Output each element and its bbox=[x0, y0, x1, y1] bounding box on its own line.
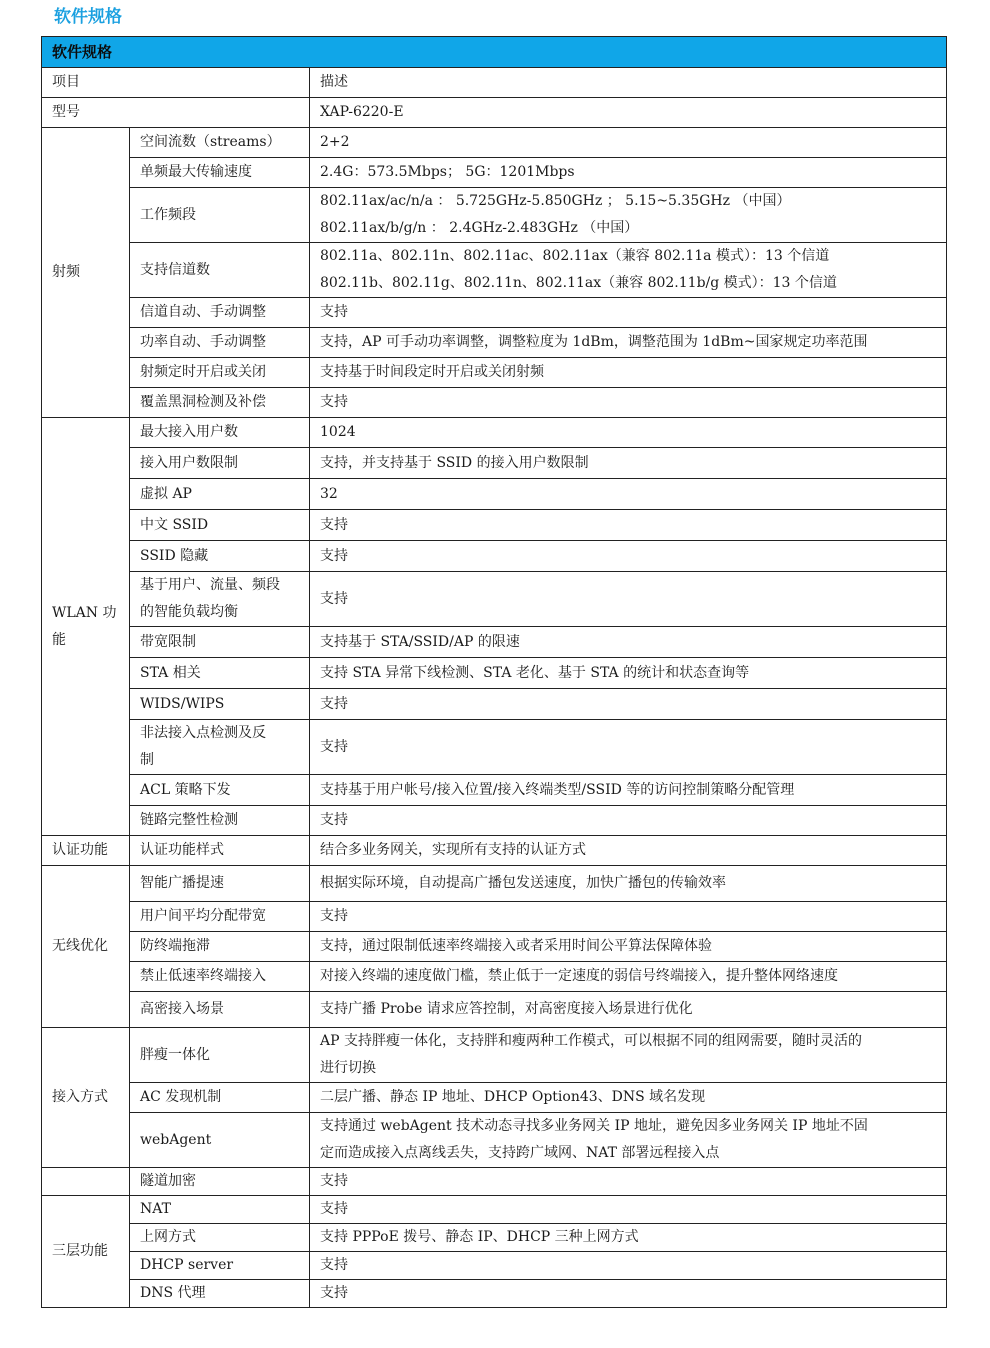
spec-table-body bbox=[42, 37, 947, 1308]
table-row bbox=[42, 1113, 947, 1168]
table-row bbox=[42, 510, 947, 541]
table-row bbox=[42, 1252, 947, 1280]
table-row bbox=[42, 720, 947, 775]
item-cell: WIDS/WIPS bbox=[130, 689, 310, 720]
description-cell: 2+2 bbox=[310, 128, 947, 158]
table-row bbox=[42, 902, 947, 932]
item-cell: 功率自动、手动调整 bbox=[130, 328, 310, 358]
item-cell: 带宽限制 bbox=[130, 627, 310, 658]
table-row bbox=[42, 1280, 947, 1308]
table-row bbox=[42, 158, 947, 188]
item-cell: NAT bbox=[130, 1196, 310, 1224]
category-cell bbox=[42, 1168, 130, 1196]
item-cell: 隧道加密 bbox=[130, 1168, 310, 1196]
item-cell: 虚拟 AP bbox=[130, 479, 310, 510]
item-cell: 防终端拖滞 bbox=[130, 932, 310, 962]
description-cell: 支持 bbox=[310, 720, 947, 775]
column-header-desc: 描述 bbox=[310, 68, 947, 98]
description-cell: 1024 bbox=[310, 418, 947, 448]
description-cell: 支持 bbox=[310, 572, 947, 627]
item-cell: 禁止低速率终端接入 bbox=[130, 962, 310, 992]
item-cell: 射频定时开启或关闭 bbox=[130, 358, 310, 388]
table-row bbox=[42, 448, 947, 479]
item-cell: 智能广播提速 bbox=[130, 866, 310, 902]
description-cell: 支持 bbox=[310, 1280, 947, 1308]
item-cell: 空间流数（streams） bbox=[130, 128, 310, 158]
description-cell: 支持 bbox=[310, 689, 947, 720]
item-cell: 接入用户数限制 bbox=[130, 448, 310, 479]
table-row bbox=[42, 358, 947, 388]
description-cell: 支持基于时间段定时开启或关闭射频 bbox=[310, 358, 947, 388]
item-cell: 胖瘦一体化 bbox=[130, 1028, 310, 1083]
table-row bbox=[42, 128, 947, 158]
table-row bbox=[42, 541, 947, 572]
category-cell: 认证功能 bbox=[42, 836, 130, 866]
description-cell: 支持基于用户帐号/接入位置/接入终端类型/SSID 等的访问控制策略分配管理 bbox=[310, 775, 947, 806]
table-row bbox=[42, 627, 947, 658]
table-row bbox=[42, 775, 947, 806]
item-cell: 单频最大传输速度 bbox=[130, 158, 310, 188]
description-cell: 结合多业务网关，实现所有支持的认证方式 bbox=[310, 836, 947, 866]
item-cell: 认证功能样式 bbox=[130, 836, 310, 866]
column-header-row bbox=[42, 68, 947, 98]
model-value: XAP-6220-E bbox=[310, 98, 947, 128]
item-cell: AC 发现机制 bbox=[130, 1083, 310, 1113]
table-row bbox=[42, 479, 947, 510]
table-row bbox=[42, 689, 947, 720]
table-header-row bbox=[42, 37, 947, 68]
description-cell: AP 支持胖瘦一体化，支持胖和瘦两种工作模式，可以根据不同的组网需要，随时灵活的 进行切换 bbox=[310, 1028, 947, 1083]
item-cell: 高密接入场景 bbox=[130, 992, 310, 1028]
item-cell: webAgent bbox=[130, 1113, 310, 1168]
item-cell: 非法接入点检测及反 制 bbox=[130, 720, 310, 775]
item-cell: 信道自动、手动调整 bbox=[130, 298, 310, 328]
description-cell: 支持 bbox=[310, 510, 947, 541]
category-cell: WLAN 功能 bbox=[42, 418, 130, 836]
description-cell: 支持 bbox=[310, 1196, 947, 1224]
item-cell: 最大接入用户数 bbox=[130, 418, 310, 448]
item-cell: 覆盖黑洞检测及补偿 bbox=[130, 388, 310, 418]
description-cell: 支持 PPPoE 拨号、静态 IP、DHCP 三种上网方式 bbox=[310, 1224, 947, 1252]
category-cell: 三层功能 bbox=[42, 1196, 130, 1308]
description-cell: 支持 bbox=[310, 541, 947, 572]
description-cell: 对接入终端的速度做门槛，禁止低于一定速度的弱信号终端接入，提升整体网络速度 bbox=[310, 962, 947, 992]
table-row bbox=[42, 1028, 947, 1083]
table-row bbox=[42, 866, 947, 902]
item-cell: 支持信道数 bbox=[130, 243, 310, 298]
description-cell: 802.11ax/ac/n/a ： 5.725GHz-5.850GHz ； 5.15~5.35GHz （中国） 802.11ax/b/g/n ： 2.4GHz-2.483GHz （中国） bbox=[310, 188, 947, 243]
column-header-item: 项目 bbox=[42, 68, 310, 98]
table-row bbox=[42, 188, 947, 243]
description-cell: 支持，并支持基于 SSID 的接入用户数限制 bbox=[310, 448, 947, 479]
category-cell: 无线优化 bbox=[42, 866, 130, 1028]
description-cell: 支持，AP 可手动功率调整，调整粒度为 1dBm，调整范围为 1dBm~国家规定功率范围 bbox=[310, 328, 947, 358]
description-cell: 支持广播 Probe 请求应答控制，对高密度接入场景进行优化 bbox=[310, 992, 947, 1028]
description-cell: 支持 bbox=[310, 1168, 947, 1196]
page-title: 软件规格 bbox=[54, 7, 122, 27]
model-label: 型号 bbox=[42, 98, 310, 128]
table-row bbox=[42, 962, 947, 992]
table-row bbox=[42, 572, 947, 627]
item-cell: DNS 代理 bbox=[130, 1280, 310, 1308]
item-cell: 上网方式 bbox=[130, 1224, 310, 1252]
item-cell: ACL 策略下发 bbox=[130, 775, 310, 806]
category-cell: 射频 bbox=[42, 128, 130, 418]
table-row bbox=[42, 806, 947, 836]
table-header: 软件规格 bbox=[42, 37, 947, 68]
description-cell: 32 bbox=[310, 479, 947, 510]
item-cell: 用户间平均分配带宽 bbox=[130, 902, 310, 932]
table-row bbox=[42, 418, 947, 448]
description-cell: 2.4G：573.5Mbps； 5G：1201Mbps bbox=[310, 158, 947, 188]
description-cell: 支持基于 STA/SSID/AP 的限速 bbox=[310, 627, 947, 658]
item-cell: DHCP server bbox=[130, 1252, 310, 1280]
table-row bbox=[42, 1083, 947, 1113]
item-cell: 工作频段 bbox=[130, 188, 310, 243]
table-row bbox=[42, 1224, 947, 1252]
description-cell: 802.11a、802.11n、802.11ac、802.11ax（兼容 802.11a 模式）：13 个信道 802.11b、802.11g、802.11n、802.11ax（兼容 802.11b/g 模式）：13 个信道 bbox=[310, 243, 947, 298]
category-cell: 接入方式 bbox=[42, 1028, 130, 1168]
table-row bbox=[42, 1168, 947, 1196]
description-cell: 支持通过 webAgent 技术动态寻找多业务网关 IP 地址，避免因多业务网关 IP 地址不固 定而造成接入点离线丢失，支持跨广域网、NAT 部署远程接入点 bbox=[310, 1113, 947, 1168]
table-row bbox=[42, 932, 947, 962]
description-cell: 二层广播、静态 IP 地址、DHCP Option43、DNS 域名发现 bbox=[310, 1083, 947, 1113]
table-row bbox=[42, 388, 947, 418]
description-cell: 支持 STA 异常下线检测、STA 老化、基于 STA 的统计和状态查询等 bbox=[310, 658, 947, 689]
description-cell: 支持 bbox=[310, 902, 947, 932]
table-row bbox=[42, 298, 947, 328]
table-row bbox=[42, 658, 947, 689]
table-row bbox=[42, 243, 947, 298]
item-cell: STA 相关 bbox=[130, 658, 310, 689]
description-cell: 支持 bbox=[310, 298, 947, 328]
description-cell: 支持 bbox=[310, 806, 947, 836]
table-row bbox=[42, 992, 947, 1028]
item-cell: 链路完整性检测 bbox=[130, 806, 310, 836]
description-cell: 支持 bbox=[310, 388, 947, 418]
table-row bbox=[42, 836, 947, 866]
description-cell: 支持 bbox=[310, 1252, 947, 1280]
item-cell: SSID 隐藏 bbox=[130, 541, 310, 572]
table-row bbox=[42, 328, 947, 358]
model-row bbox=[42, 98, 947, 128]
item-cell: 中文 SSID bbox=[130, 510, 310, 541]
description-cell: 根据实际环境，自动提高广播包发送速度，加快广播包的传输效率 bbox=[310, 866, 947, 902]
item-cell: 基于用户、流量、频段 的智能负载均衡 bbox=[130, 572, 310, 627]
software-spec-table bbox=[41, 36, 947, 1308]
table-row bbox=[42, 1196, 947, 1224]
description-cell: 支持，通过限制低速率终端接入或者采用时间公平算法保障体验 bbox=[310, 932, 947, 962]
